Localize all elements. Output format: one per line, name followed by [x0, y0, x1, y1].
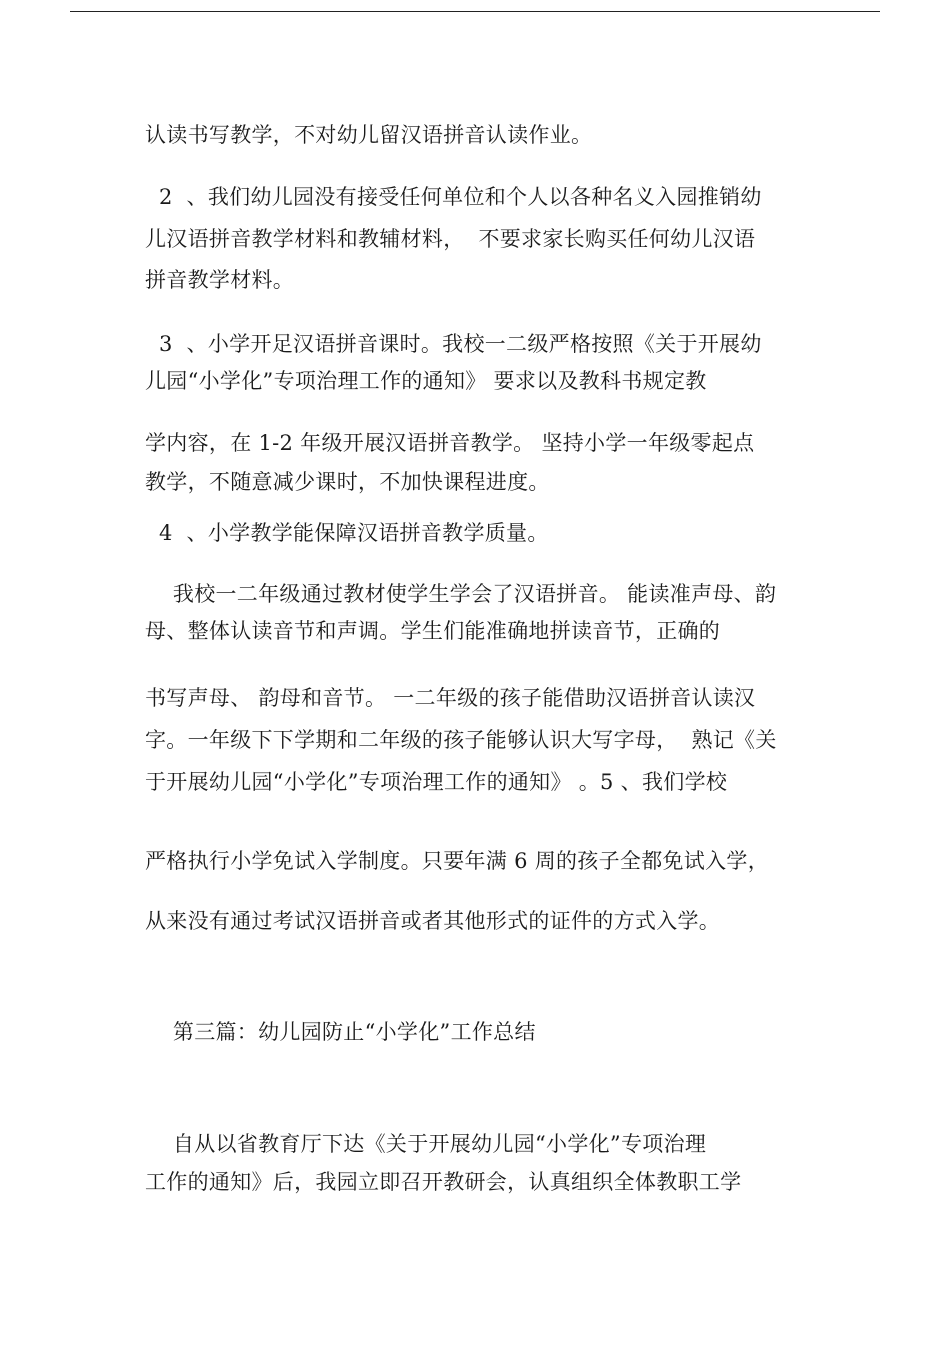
- text-line: 自从以省教育厅下达《关于开展幼儿园“小学化”专项治理: [145, 1132, 707, 1156]
- text-line: 儿汉语拼音教学材料和教辅材料， 不要求家长购买任何幼儿汉语: [145, 227, 756, 251]
- text-line: 工作的通知》后，我园立即召开教研会，认真组织全体教职工学: [145, 1170, 742, 1194]
- text-line: 教学，不随意减少课时，不加快课程进度。: [145, 470, 550, 494]
- text-line: 书写声母、 韵母和音节。 一二年级的孩子能借助汉语拼音认读汉: [145, 686, 756, 710]
- text-line: 儿园“小学化”专项治理工作的通知》 要求以及教科书规定教: [145, 369, 707, 393]
- text-line: 字。一年级下下学期和二年级的孩子能够认识大写字母， 熟记《关: [145, 728, 777, 752]
- text-line: 2 、我们幼儿园没有接受任何单位和个人以各种名义入园推销幼: [145, 185, 762, 209]
- text-line: 4 、小学教学能保障汉语拼音教学质量。: [145, 521, 549, 545]
- text-line: 母、整体认读音节和声调。学生们能准确地拼读音节，正确的: [145, 619, 721, 643]
- text-line: 认读书写教学，不对幼儿留汉语拼音认读作业。: [145, 123, 593, 147]
- text-line: 学内容，在 1-2 年级开展汉语拼音教学。 坚持小学一年级零起点: [145, 431, 755, 455]
- text-line: 拼音教学材料。: [145, 268, 295, 292]
- text-line: 严格执行小学免试入学制度。只要年满 6 周的孩子全都免试入学，: [145, 849, 770, 873]
- text-line: 于开展幼儿园“小学化”专项治理工作的通知》 。5 、我们学校: [145, 770, 728, 794]
- text-line: 从来没有通过考试汉语拼音或者其他形式的证件的方式入学。: [145, 909, 721, 933]
- text-line: 3 、小学开足汉语拼音课时。我校一二级严格按照《关于开展幼: [145, 332, 762, 356]
- text-line: 我校一二年级通过教材使学生学会了汉语拼音。 能读准声母、韵: [145, 582, 777, 606]
- section-heading: 第三篇：幼儿园防止“小学化”工作总结: [145, 1020, 536, 1044]
- header-rule: [70, 11, 880, 12]
